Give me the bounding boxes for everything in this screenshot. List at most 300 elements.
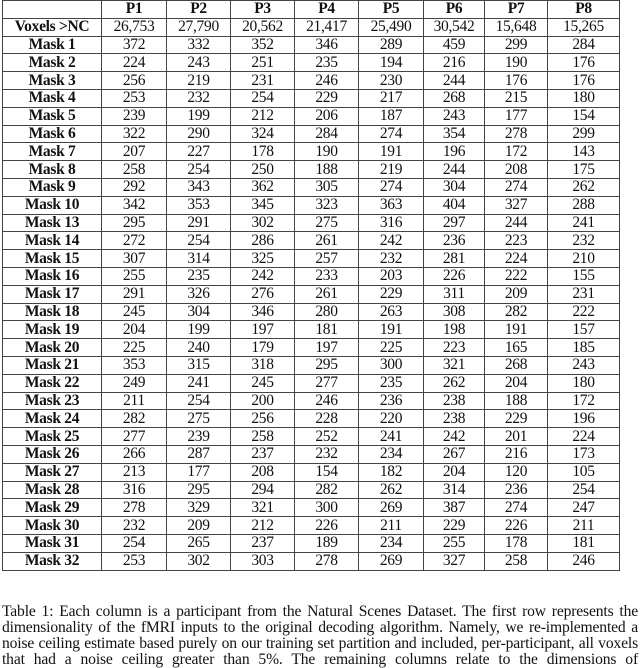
table-row xyxy=(3,267,620,285)
table-cell: 253 xyxy=(102,552,167,570)
table-cell: 284 xyxy=(548,36,620,54)
table-cell: 204 xyxy=(102,321,167,339)
table-cell: 255 xyxy=(424,534,485,552)
table-cell: 321 xyxy=(424,356,485,374)
table-cell: 232 xyxy=(167,89,231,107)
row-header-cell: Mask 23 xyxy=(3,392,102,410)
row-header-cell: Mask 31 xyxy=(3,534,102,552)
table-cell: 241 xyxy=(548,214,620,232)
table-cell: 254 xyxy=(231,89,295,107)
table-cell: 387 xyxy=(424,499,485,517)
row-header-cell: Mask 17 xyxy=(3,285,102,303)
table-cell: 206 xyxy=(295,107,359,125)
table-cell: 203 xyxy=(359,267,424,285)
table-cell: 316 xyxy=(359,214,424,232)
table-cell: 305 xyxy=(295,178,359,196)
table-cell: 180 xyxy=(548,89,620,107)
table-cell: 258 xyxy=(231,428,295,446)
table-cell: 213 xyxy=(102,463,167,481)
table-row xyxy=(3,392,620,410)
table-cell: 190 xyxy=(295,143,359,161)
table-row xyxy=(3,72,620,90)
table-cell: 250 xyxy=(231,161,295,179)
table-cell: 304 xyxy=(424,178,485,196)
table-cell: 311 xyxy=(424,285,485,303)
table-row xyxy=(3,534,620,552)
table-cell: 245 xyxy=(231,374,295,392)
table-row xyxy=(3,428,620,446)
table-cell: 243 xyxy=(167,54,231,72)
table-row xyxy=(3,178,620,196)
table-cell: 269 xyxy=(359,552,424,570)
table-cell: 274 xyxy=(359,125,424,143)
table-cell: 187 xyxy=(359,107,424,125)
table-cell: 276 xyxy=(231,285,295,303)
table-cell: 286 xyxy=(231,232,295,250)
table-cell: 204 xyxy=(424,463,485,481)
table-cell: 155 xyxy=(548,267,620,285)
table-cell: 219 xyxy=(167,72,231,90)
table-cell: 211 xyxy=(102,392,167,410)
table-row xyxy=(3,54,620,72)
table-cell: 255 xyxy=(102,267,167,285)
table-cell: 178 xyxy=(231,143,295,161)
table-cell: 217 xyxy=(359,89,424,107)
table-cell: 274 xyxy=(359,178,424,196)
table-cell: 277 xyxy=(295,374,359,392)
column-header-p3: P3 xyxy=(231,1,295,19)
table-cell: 277 xyxy=(102,428,167,446)
table-cell: 254 xyxy=(102,534,167,552)
table-row xyxy=(3,356,620,374)
table-cell: 300 xyxy=(359,356,424,374)
table-cell: 232 xyxy=(102,517,167,535)
table-cell: 263 xyxy=(359,303,424,321)
row-header-cell: Mask 26 xyxy=(3,445,102,463)
table-cell: 241 xyxy=(359,428,424,446)
table-cell: 199 xyxy=(167,321,231,339)
table-cell: 280 xyxy=(295,303,359,321)
table-cell: 231 xyxy=(548,285,620,303)
row-header-cell: Mask 6 xyxy=(3,125,102,143)
table-row xyxy=(3,18,620,36)
table-cell: 191 xyxy=(485,321,548,339)
table-cell: 229 xyxy=(295,89,359,107)
table-cell: 246 xyxy=(548,552,620,570)
table-cell: 242 xyxy=(231,267,295,285)
table-cell: 177 xyxy=(167,463,231,481)
table-cell: 332 xyxy=(167,36,231,54)
table-cell: 244 xyxy=(424,72,485,90)
table-cell: 291 xyxy=(102,285,167,303)
table-cell: 289 xyxy=(359,36,424,54)
table-cell: 211 xyxy=(359,517,424,535)
table-cell: 363 xyxy=(359,196,424,214)
table-cell: 258 xyxy=(102,161,167,179)
table-cell: 325 xyxy=(231,250,295,268)
table-cell: 229 xyxy=(485,410,548,428)
table-cell: 240 xyxy=(167,339,231,357)
table-cell: 238 xyxy=(424,410,485,428)
table-row xyxy=(3,339,620,357)
table-cell: 120 xyxy=(485,463,548,481)
table-cell: 199 xyxy=(167,107,231,125)
table-cell: 215 xyxy=(485,89,548,107)
table-cell: 198 xyxy=(424,321,485,339)
table-cell: 204 xyxy=(485,374,548,392)
table-row xyxy=(3,463,620,481)
table-cell: 242 xyxy=(424,428,485,446)
table-cell: 242 xyxy=(359,232,424,250)
table-cell: 237 xyxy=(231,534,295,552)
table-cell: 226 xyxy=(485,517,548,535)
table-cell: 307 xyxy=(102,250,167,268)
table-cell: 177 xyxy=(485,107,548,125)
table-cell: 261 xyxy=(295,232,359,250)
row-header-cell: Voxels >NC xyxy=(3,18,102,36)
table-cell: 269 xyxy=(359,499,424,517)
row-header-cell: Mask 16 xyxy=(3,267,102,285)
table-cell: 275 xyxy=(295,214,359,232)
table-cell: 265 xyxy=(167,534,231,552)
table-cell: 300 xyxy=(295,499,359,517)
column-header-p2: P2 xyxy=(167,1,231,19)
table-cell: 201 xyxy=(485,428,548,446)
table-cell: 459 xyxy=(424,36,485,54)
table-cell: 185 xyxy=(548,339,620,357)
table-cell: 237 xyxy=(231,445,295,463)
table-cell: 190 xyxy=(485,54,548,72)
table-cell: 25,490 xyxy=(359,18,424,36)
table-cell: 216 xyxy=(424,54,485,72)
table-cell: 299 xyxy=(548,125,620,143)
table-cell: 272 xyxy=(102,232,167,250)
table-cell: 236 xyxy=(359,392,424,410)
table-cell: 178 xyxy=(485,534,548,552)
table-cell: 246 xyxy=(295,72,359,90)
table-cell: 354 xyxy=(424,125,485,143)
table-cell: 353 xyxy=(167,196,231,214)
table-cell: 295 xyxy=(102,214,167,232)
table-cell: 191 xyxy=(359,143,424,161)
table-cell: 189 xyxy=(295,534,359,552)
table-cell: 239 xyxy=(167,428,231,446)
table-cell: 262 xyxy=(359,481,424,499)
row-header-cell: Mask 24 xyxy=(3,410,102,428)
row-header-cell: Mask 20 xyxy=(3,339,102,357)
table-cell: 176 xyxy=(548,54,620,72)
table-row xyxy=(3,143,620,161)
table-cell: 172 xyxy=(485,143,548,161)
table-cell: 302 xyxy=(167,552,231,570)
table-cell: 268 xyxy=(424,89,485,107)
table-cell: 176 xyxy=(485,72,548,90)
table-cell: 20,562 xyxy=(231,18,295,36)
table-cell: 182 xyxy=(359,463,424,481)
table-cell: 372 xyxy=(102,36,167,54)
table-cell: 342 xyxy=(102,196,167,214)
table-cell: 282 xyxy=(295,481,359,499)
table-cell: 299 xyxy=(485,36,548,54)
table-cell: 241 xyxy=(167,374,231,392)
table-cell: 226 xyxy=(295,517,359,535)
table-row xyxy=(3,36,620,54)
table-cell: 287 xyxy=(167,445,231,463)
column-header-p1: P1 xyxy=(102,1,167,19)
row-header-cell: Mask 32 xyxy=(3,552,102,570)
table-cell: 315 xyxy=(167,356,231,374)
row-header-cell: Mask 2 xyxy=(3,54,102,72)
column-header-p7: P7 xyxy=(485,1,548,19)
table-cell: 223 xyxy=(485,232,548,250)
table-cell: 211 xyxy=(548,517,620,535)
table-cell: 225 xyxy=(359,339,424,357)
table-cell: 236 xyxy=(485,481,548,499)
row-header-cell: Mask 8 xyxy=(3,161,102,179)
table-cell: 15,648 xyxy=(485,18,548,36)
table-cell: 316 xyxy=(102,481,167,499)
table-row xyxy=(3,250,620,268)
table-cell: 288 xyxy=(548,196,620,214)
table-cell: 229 xyxy=(359,285,424,303)
table-cell: 212 xyxy=(231,517,295,535)
table-cell: 225 xyxy=(102,339,167,357)
table-cell: 173 xyxy=(548,445,620,463)
table-cell: 281 xyxy=(424,250,485,268)
table-cell: 200 xyxy=(231,392,295,410)
table-cell: 302 xyxy=(231,214,295,232)
table-cell: 278 xyxy=(295,552,359,570)
column-header-p5: P5 xyxy=(359,1,424,19)
table-cell: 209 xyxy=(485,285,548,303)
table-cell: 268 xyxy=(485,356,548,374)
row-header-cell: Mask 1 xyxy=(3,36,102,54)
table-cell: 212 xyxy=(231,107,295,125)
table-cell: 292 xyxy=(102,178,167,196)
row-header-cell: Mask 21 xyxy=(3,356,102,374)
table-cell: 254 xyxy=(167,161,231,179)
table-cell: 318 xyxy=(231,356,295,374)
table-cell: 222 xyxy=(485,267,548,285)
table-cell: 143 xyxy=(548,143,620,161)
row-header-cell: Mask 19 xyxy=(3,321,102,339)
table-cell: 275 xyxy=(167,410,231,428)
table-row xyxy=(3,374,620,392)
table-cell: 209 xyxy=(167,517,231,535)
table-cell: 324 xyxy=(231,125,295,143)
table-cell: 262 xyxy=(548,178,620,196)
table-cell: 176 xyxy=(548,72,620,90)
table-cell: 262 xyxy=(424,374,485,392)
table-cell: 233 xyxy=(295,267,359,285)
table-cell: 232 xyxy=(359,250,424,268)
table-cell: 252 xyxy=(295,428,359,446)
table-cell: 234 xyxy=(359,534,424,552)
table-cell: 346 xyxy=(231,303,295,321)
table-cell: 188 xyxy=(295,161,359,179)
row-header-cell: Mask 3 xyxy=(3,72,102,90)
table-cell: 223 xyxy=(424,339,485,357)
table-cell: 232 xyxy=(295,445,359,463)
table-cell: 256 xyxy=(231,410,295,428)
table-cell: 278 xyxy=(102,499,167,517)
table-cell: 30,542 xyxy=(424,18,485,36)
table-cell: 294 xyxy=(231,481,295,499)
table-cell: 314 xyxy=(424,481,485,499)
table-cell: 154 xyxy=(295,463,359,481)
table-cell: 207 xyxy=(102,143,167,161)
table-cell: 261 xyxy=(295,285,359,303)
table-cell: 228 xyxy=(295,410,359,428)
row-header-cell: Mask 18 xyxy=(3,303,102,321)
row-header-cell: Mask 22 xyxy=(3,374,102,392)
table-cell: 254 xyxy=(167,232,231,250)
table-cell: 297 xyxy=(424,214,485,232)
corner-header-cell xyxy=(3,1,102,19)
table-cell: 196 xyxy=(424,143,485,161)
column-header-p8: P8 xyxy=(548,1,620,19)
table-cell: 284 xyxy=(295,125,359,143)
table-cell: 362 xyxy=(231,178,295,196)
participant-voxel-table xyxy=(2,0,620,571)
table-cell: 216 xyxy=(485,445,548,463)
table-cell: 266 xyxy=(102,445,167,463)
table-cell: 226 xyxy=(424,267,485,285)
table-row xyxy=(3,232,620,250)
table-cell: 346 xyxy=(295,36,359,54)
table-cell: 258 xyxy=(485,552,548,570)
table-cell: 15,265 xyxy=(548,18,620,36)
table-cell: 246 xyxy=(295,392,359,410)
table-cell: 327 xyxy=(424,552,485,570)
row-header-cell: Mask 7 xyxy=(3,143,102,161)
table-cell: 232 xyxy=(548,232,620,250)
table-row xyxy=(3,321,620,339)
table-cell: 197 xyxy=(295,339,359,357)
table-cell: 179 xyxy=(231,339,295,357)
table-cell: 249 xyxy=(102,374,167,392)
table-cell: 27,790 xyxy=(167,18,231,36)
table-cell: 224 xyxy=(548,428,620,446)
row-header-cell: Mask 10 xyxy=(3,196,102,214)
table-cell: 343 xyxy=(167,178,231,196)
table-cell: 303 xyxy=(231,552,295,570)
table-cell: 238 xyxy=(424,392,485,410)
table-cell: 254 xyxy=(548,481,620,499)
table-row xyxy=(3,285,620,303)
table-cell: 278 xyxy=(485,125,548,143)
table-caption: Table 1: Each column is a participant from the Natural Scenes Dataset. The first row represents the dimensionality of the fMRI inputs to the original decoding algorithm. Namely, we re-implemented a noise ceiling estimate based purely on our training set partition and included, per-participant, all voxels that had a noise ceiling greater than 5%. The remaining columns relate to the dimensions of xyxy=(2,602,638,668)
table-cell: 235 xyxy=(167,267,231,285)
table-cell: 244 xyxy=(485,214,548,232)
table-cell: 105 xyxy=(548,463,620,481)
table-cell: 222 xyxy=(548,303,620,321)
table-cell: 229 xyxy=(424,517,485,535)
row-header-cell: Mask 13 xyxy=(3,214,102,232)
table-cell: 165 xyxy=(485,339,548,357)
table-cell: 329 xyxy=(167,499,231,517)
table-cell: 210 xyxy=(548,250,620,268)
table-cell: 180 xyxy=(548,374,620,392)
row-header-cell: Mask 9 xyxy=(3,178,102,196)
table-cell: 257 xyxy=(295,250,359,268)
table-row xyxy=(3,517,620,535)
table-row xyxy=(3,214,620,232)
table-row xyxy=(3,107,620,125)
row-header-cell: Mask 30 xyxy=(3,517,102,535)
table-cell: 157 xyxy=(548,321,620,339)
table-cell: 235 xyxy=(295,54,359,72)
table-cell: 231 xyxy=(231,72,295,90)
table-cell: 194 xyxy=(359,54,424,72)
table-cell: 295 xyxy=(167,481,231,499)
column-header-p6: P6 xyxy=(424,1,485,19)
table-row xyxy=(3,481,620,499)
table-cell: 208 xyxy=(485,161,548,179)
table-cell: 282 xyxy=(102,410,167,428)
table-cell: 181 xyxy=(548,534,620,552)
table-cell: 21,417 xyxy=(295,18,359,36)
table-row xyxy=(3,552,620,570)
table-cell: 253 xyxy=(102,89,167,107)
table-cell: 196 xyxy=(548,410,620,428)
table-row xyxy=(3,125,620,143)
table-cell: 220 xyxy=(359,410,424,428)
table-row xyxy=(3,499,620,517)
table-cell: 188 xyxy=(485,392,548,410)
table-cell: 230 xyxy=(359,72,424,90)
table-cell: 197 xyxy=(231,321,295,339)
table-cell: 243 xyxy=(548,356,620,374)
table-row xyxy=(3,196,620,214)
row-header-cell: Mask 4 xyxy=(3,89,102,107)
column-header-p4: P4 xyxy=(295,1,359,19)
row-header-cell: Mask 27 xyxy=(3,463,102,481)
table-cell: 219 xyxy=(359,161,424,179)
table-cell: 236 xyxy=(424,232,485,250)
table-cell: 345 xyxy=(231,196,295,214)
table-header-row xyxy=(3,1,620,19)
table-cell: 227 xyxy=(167,143,231,161)
row-header-cell: Mask 28 xyxy=(3,481,102,499)
table-cell: 290 xyxy=(167,125,231,143)
table-row xyxy=(3,410,620,428)
table-cell: 175 xyxy=(548,161,620,179)
table-cell: 224 xyxy=(485,250,548,268)
table-cell: 314 xyxy=(167,250,231,268)
table-cell: 308 xyxy=(424,303,485,321)
table-cell: 321 xyxy=(231,499,295,517)
table-cell: 247 xyxy=(548,499,620,517)
table-cell: 172 xyxy=(548,392,620,410)
table-cell: 243 xyxy=(424,107,485,125)
table-cell: 181 xyxy=(295,321,359,339)
table-cell: 295 xyxy=(295,356,359,374)
table-cell: 353 xyxy=(102,356,167,374)
table-cell: 326 xyxy=(167,285,231,303)
table-cell: 323 xyxy=(295,196,359,214)
table-cell: 251 xyxy=(231,54,295,72)
table-cell: 256 xyxy=(102,72,167,90)
table-cell: 267 xyxy=(424,445,485,463)
table-cell: 291 xyxy=(167,214,231,232)
row-header-cell: Mask 15 xyxy=(3,250,102,268)
table-cell: 327 xyxy=(485,196,548,214)
table-row xyxy=(3,89,620,107)
table-cell: 239 xyxy=(102,107,167,125)
row-header-cell: Mask 5 xyxy=(3,107,102,125)
row-header-cell: Mask 29 xyxy=(3,499,102,517)
